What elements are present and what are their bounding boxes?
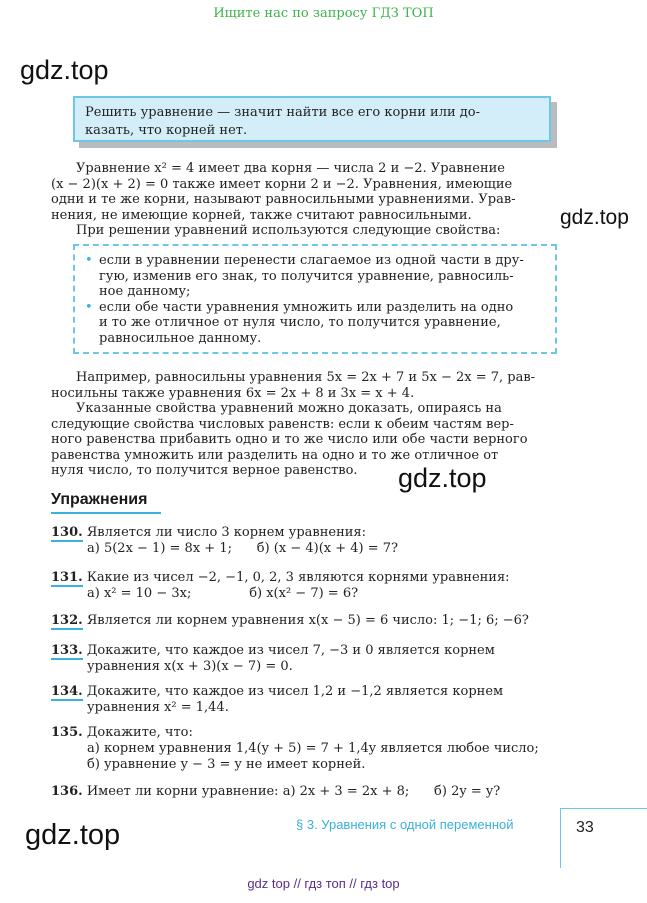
text-line: следующие свойства числовых равенств: если к обеим частям вер- bbox=[51, 416, 514, 432]
top-banner: Ищите нас по запросу ГДЗ ТОП bbox=[213, 6, 434, 21]
footer-divider bbox=[560, 808, 647, 809]
text-line: (x − 2)(x + 2) = 0 также имеет корни 2 и −2. Уравнения, имеющие bbox=[51, 176, 513, 192]
paragraph-example bbox=[51, 370, 561, 479]
chapter-title: § 3. Уравнения с одной переменной bbox=[296, 817, 514, 832]
text-line: При решении уравнений используются следующие свойства: bbox=[76, 223, 501, 238]
list-item: • если в уравнении перенести слагаемое из одной части в дру- гую, изменив его знак, то получится уравнение, равносиль- ное данному; bbox=[85, 253, 524, 299]
watermark: gdz.top bbox=[398, 463, 487, 493]
exercise-132: 132. Является ли корнем уравнения x(x − 5) = 6 число: 1; −1; 6; −6? bbox=[51, 613, 529, 628]
definition-line: Решить уравнение — значит найти все его корни или до- bbox=[85, 105, 481, 120]
list-item: • если обе части уравнения умножить или разделить на одно и то же отличное от нуля число, то получится уравнение, равносильное данному. bbox=[85, 299, 514, 346]
exercise-136: 136. Имеет ли корни уравнение: а) 2x + 3 = 2x + 8; б) 2y = y? bbox=[51, 784, 501, 799]
definition-box bbox=[73, 96, 551, 142]
text-line: Указанные свойства уравнений можно доказать, опираясь на bbox=[76, 401, 502, 416]
properties-box bbox=[73, 244, 557, 354]
exercise-131: 131. Какие из чисел −2, −1, 0, 2, 3 являются корнями уравнения: а) x² = 10 − 3x; б) x(x² − 7) = 6? bbox=[51, 570, 510, 601]
text-line: Уравнение x² = 4 имеет два корня — числа 2 и −2. Уравнение bbox=[76, 161, 505, 176]
watermark: gdz.top bbox=[560, 206, 629, 229]
heading-underline bbox=[51, 512, 161, 514]
text-line: ного равенства прибавить одно и то же число или обе части верного bbox=[51, 432, 528, 447]
exercise-135: 135. Докажите, что: а) корнем уравнения 1,4(y + 5) = 7 + 1,4y является любое число; б) уравнение y − 3 = y не имеет корней. bbox=[51, 725, 539, 772]
footer-divider bbox=[560, 808, 561, 868]
exercises-heading: Упражнения bbox=[51, 491, 148, 508]
text-line: одни и те же корни, называют равносильными уравнениями. Урав- bbox=[51, 192, 516, 207]
text-line: нуля число, то получится верное равенство. bbox=[51, 463, 358, 478]
exercise-130: 130. Является ли число 3 корнем уравнения: а) 5(2x − 1) = 8x + 1; б) (x − 4)(x + 4) = 7? bbox=[51, 525, 398, 556]
exercise-133: 133. Докажите, что каждое из чисел 7, −3 и 0 является корнем уравнения x(x + 3)(x − 7) = 0. bbox=[51, 643, 495, 674]
definition-line: казать, что корней нет. bbox=[85, 123, 248, 138]
text-line: Например, равносильны уравнения 5x = 2x + 7 и 5x − 2x = 7, рав- bbox=[76, 370, 536, 385]
paragraph-equivalent bbox=[51, 161, 561, 239]
text-line: равенства умножить или разделить на одно и то же отличное от bbox=[51, 447, 499, 463]
exercise-134: 134. Докажите, что каждое из чисел 1,2 и −1,2 является корнем уравнения x² = 1,44. bbox=[51, 684, 504, 715]
watermark: gdz.top bbox=[20, 55, 109, 85]
text-line: нения, не имеющие корней, также считают равносильными. bbox=[51, 207, 472, 223]
page-number: 33 bbox=[576, 819, 594, 836]
watermark: gdz.top bbox=[25, 819, 121, 851]
text-line: носильны также уравнения 6x = 2x + 8 и 3x = x + 4. bbox=[51, 385, 415, 401]
bottom-caption: gdz top // гдз топ // гдз top bbox=[247, 876, 400, 891]
